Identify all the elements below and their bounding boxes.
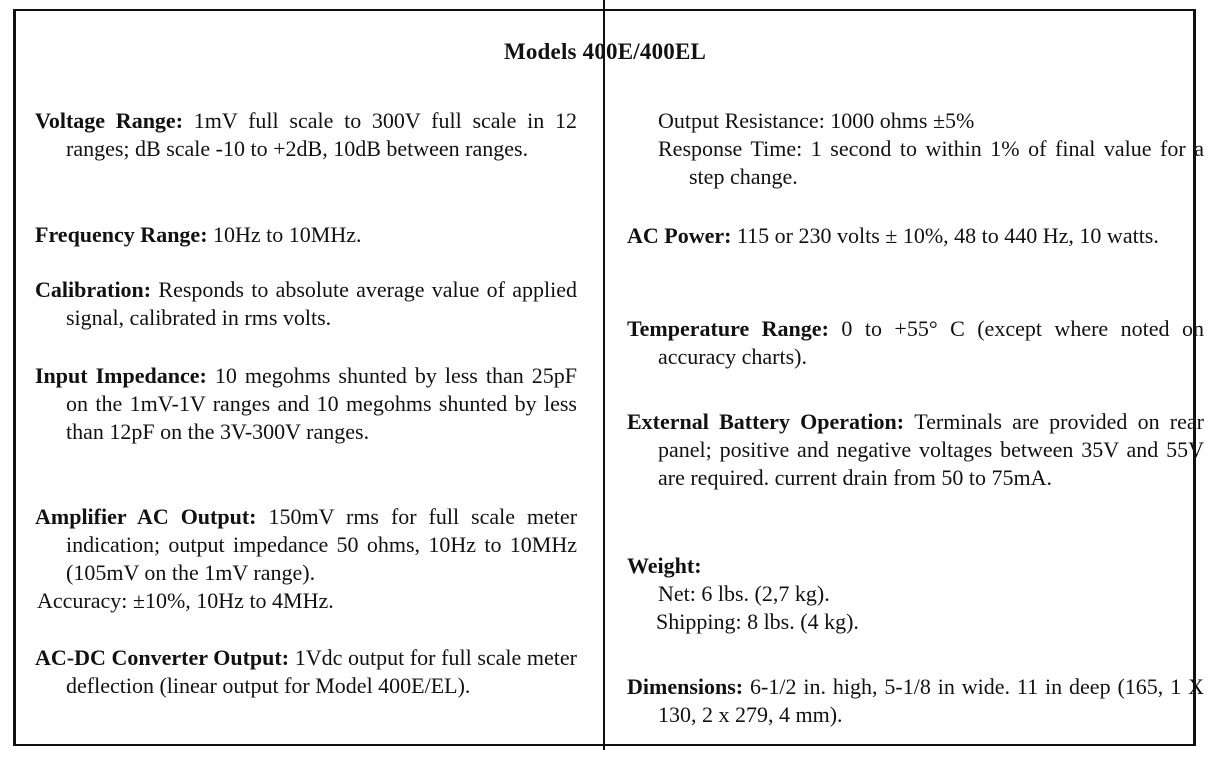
spec-label: External Battery Operation — [627, 409, 897, 434]
spec-text: Terminals are provided on rear panel; positive and negative voltages between 35V and 55V are required. current drain from 50 to 75mA. — [658, 409, 1204, 490]
spec-ac-dc-converter-output: AC-DC Converter Output: 1Vdc output for full scale meter deflection (linear output for Model 400E/EL). — [35, 645, 577, 698]
spec-weight-net: Net: 6 lbs. (2,7 kg). — [658, 581, 830, 606]
spec-accuracy: Accuracy: ±10%, 10Hz to 4MHz. — [37, 588, 334, 613]
spec-text: 0 to +55° C (except where noted on accuracy charts). — [658, 316, 1204, 369]
spec-label: Temperature Range — [627, 316, 822, 341]
spec-label: Input Impedance — [35, 363, 200, 388]
spec-label: AC Power — [627, 223, 725, 248]
spec-text: 6-1/2 in. high, 5-1/8 in wide. 11 in deep (165, 1 X 130, 2 x 279, 4 mm). — [658, 674, 1204, 727]
spec-text: Responds to absolute average value of applied signal, calibrated in rms volts. — [66, 277, 577, 330]
spec-label: Dimensions — [627, 674, 736, 699]
spec-voltage-range: Voltage Range: 1mV full scale to 300V full scale in 12 ranges; dB scale -10 to +2dB, 10dB between ranges. — [35, 108, 577, 161]
column-divider — [603, 0, 605, 750]
spec-input-impedance: Input Impedance: 10 megohms shunted by less than 25pF on the 1mV-1V ranges and 10 megohms shunted by less than 12pF on the 3V-300V ranges. — [35, 363, 578, 444]
spec-dimensions: Dimensions: 6-1/2 in. high, 5-1/8 in wide. 11 in deep (165, 1 X 130, 2 x 279, 4 mm). — [627, 674, 1204, 727]
spec-ac-power: AC Power: 115 or 230 volts ± 10%, 48 to 440 Hz, 10 watts. — [627, 223, 1159, 248]
spec-output-resistance: Output Resistance: 1000 ohms ±5% — [658, 108, 975, 133]
spec-amplifier-ac-output: Amplifier AC Output: 150mV rms for full scale meter indication; output impedance 50 ohms, 10Hz to 10MHz (105mV on the 1mV range). Accuracy: ±10%, 10Hz to 4MHz. — [35, 504, 578, 613]
spec-label: Amplifier AC Output — [35, 504, 250, 529]
spec-text: 10 megohms shunted by less than 25pF on the 1mV-1V ranges and 10 megohms shunted by less than 12pF on the 3V-300V ranges. — [66, 363, 578, 444]
spec-label: Weight — [627, 553, 695, 578]
spec-calibration: Calibration: Responds to absolute average value of applied signal, calibrated in rms volts. — [35, 277, 577, 330]
spec-weight-shipping: Shipping: 8 lbs. (4 kg). — [656, 609, 859, 634]
spec-label: AC-DC Converter Output — [35, 645, 282, 670]
spec-text: 1Vdc output for full scale meter deflection (linear output for Model 400E/EL). — [66, 645, 577, 698]
spec-frequency-range: Frequency Range: 10Hz to 10MHz. — [35, 222, 362, 247]
spec-text: 1mV full scale to 300V full scale in 12 ranges; dB scale -10 to +2dB, 10dB between ranges. — [66, 108, 577, 161]
spec-label: Calibration — [35, 277, 144, 302]
spec-label: Frequency Range — [35, 222, 201, 247]
spec-temperature-range: Temperature Range: 0 to +55° C (except where noted on accuracy charts). — [627, 316, 1204, 369]
spec-response-time: Response Time: 1 second to within 1% of final value for a step change. — [658, 136, 1204, 189]
spec-text: 115 or 230 volts ± 10%, 48 to 440 Hz, 10 watts. — [736, 223, 1159, 248]
page-title: Models 400E/400EL — [503, 39, 707, 64]
spec-text: 10Hz to 10MHz. — [213, 222, 362, 247]
spec-label: Voltage Range — [35, 108, 176, 133]
spec-weight: Weight: Net: 6 lbs. (2,7 kg). Shipping: 8 lbs. (4 kg). — [627, 552, 1173, 636]
spec-text: 150mV rms for full scale meter indication; output impedance 50 ohms, 10Hz to 10MHz (105mV on the 1mV range). — [66, 504, 578, 585]
spec-external-battery-operation: External Battery Operation: Terminals are provided on rear panel; positive and negative voltages between 35V and 55V are required. current drain from 50 to 75mA. — [627, 409, 1204, 490]
